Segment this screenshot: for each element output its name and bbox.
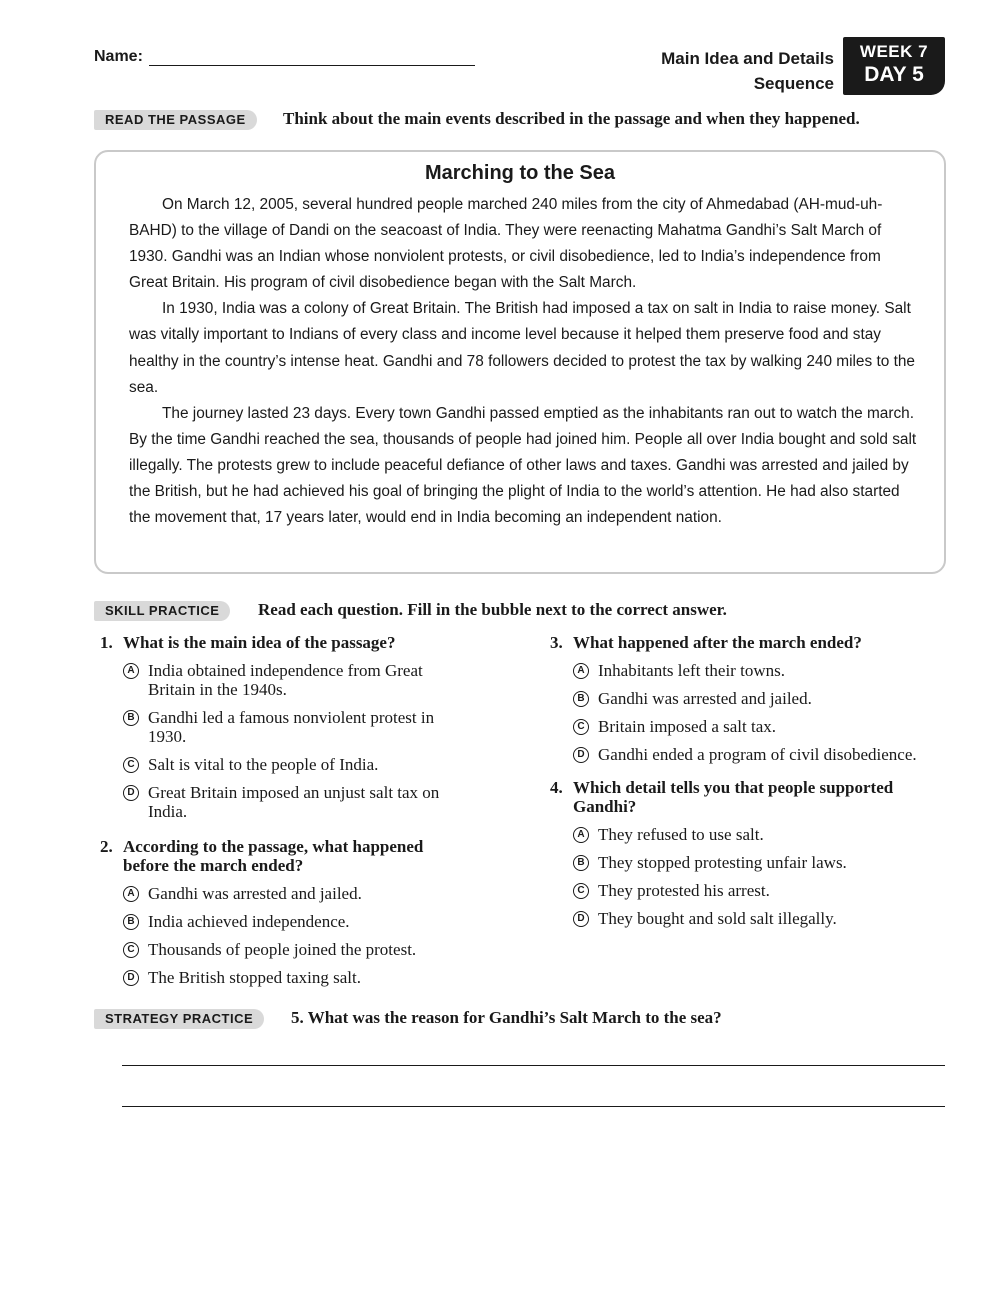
option-text: Gandhi ended a program of civil disobedience.	[598, 745, 917, 764]
answer-option[interactable]	[573, 661, 960, 680]
answer-bubble-b[interactable]: B	[573, 855, 589, 871]
name-input-line[interactable]	[149, 50, 475, 66]
answer-line-2[interactable]	[122, 1106, 945, 1107]
passage-box	[94, 150, 946, 574]
answer-bubble-a[interactable]: A	[123, 663, 139, 679]
option-text: They refused to use salt.	[598, 825, 764, 844]
week-label: WEEK 7	[859, 42, 929, 61]
option-text: They bought and sold salt illegally.	[598, 909, 837, 928]
answer-bubble-a[interactable]: A	[573, 663, 589, 679]
answer-bubble-d[interactable]: D	[573, 747, 589, 763]
answer-bubble-c[interactable]: C	[573, 883, 589, 899]
strategy-practice-tag: STRATEGY PRACTICE	[94, 1009, 264, 1029]
answer-option[interactable]	[573, 909, 930, 928]
passage-paragraph-3: The journey lasted 23 days. Every town Gandhi passed emptied as the inhabitants ran out to watch the march. By the time Gandhi reached the sea, thousands of people had joined him. People all over India bought and sold salt illegally. The protests grew to include peaceful defiance of other laws and taxes. Gandhi was arrested and jailed by the British, but he had achieved his goal of bringing the plight of India to the world’s attention. He had also started the movement that, 17 years later, would end in India becoming an independent nation.	[129, 404, 917, 527]
option-text: They protested his arrest.	[598, 881, 770, 900]
answer-option[interactable]	[123, 661, 460, 699]
day-label: DAY 5	[864, 63, 924, 86]
question-2	[100, 837, 460, 987]
skill-practice-instruction: Read each question. Fill in the bubble next to the correct answer.	[258, 600, 727, 619]
answer-bubble-d[interactable]: D	[573, 911, 589, 927]
answer-option[interactable]	[573, 745, 960, 764]
option-text: Great Britain imposed an unjust salt tax on India.	[148, 783, 440, 821]
read-passage-tag: READ THE PASSAGE	[94, 110, 257, 130]
answer-bubble-b[interactable]: B	[123, 914, 139, 930]
option-text: India obtained independence from Great Britain in the 1940s.	[148, 661, 423, 699]
answer-line-1[interactable]	[122, 1065, 945, 1066]
answer-bubble-d[interactable]: D	[123, 970, 139, 986]
passage-text	[129, 192, 919, 531]
strategy-question: 5. What was the reason for Gandhi’s Salt March to the sea?	[291, 1008, 722, 1027]
answer-option[interactable]	[123, 708, 460, 746]
answer-option[interactable]	[573, 853, 930, 872]
name-label: Name:	[94, 48, 143, 65]
answer-bubble-a[interactable]: A	[123, 886, 139, 902]
option-text: Thousands of people joined the protest.	[148, 940, 417, 959]
answer-bubble-c[interactable]: C	[123, 757, 139, 773]
option-text: India achieved independence.	[148, 912, 350, 931]
question-stem: Which detail tells you that people supported Gandhi?	[573, 778, 894, 816]
week-day-badge	[843, 37, 945, 95]
answer-option[interactable]	[573, 881, 930, 900]
passage-paragraph-1: On March 12, 2005, several hundred people marched 240 miles from the city of Ahmedabad (AH-mud-uh-BAHD) to the village of Dandi on the seacoast of India. They were reenacting Mahatma Gandhi’s Salt March of 1930. Gandhi was an Indian whose nonviolent protests, or civil disobedience, led to India’s independence from Great Britain. His program of civil disobedience began with the Salt March.	[129, 196, 883, 292]
passage-title: Marching to the Sea	[424, 162, 616, 184]
question-1	[100, 633, 460, 821]
name-field	[94, 48, 475, 66]
answer-option[interactable]	[573, 717, 960, 736]
option-text: Gandhi led a famous nonviolent protest in 1930.	[148, 708, 435, 746]
option-text: The British stopped taxing salt.	[148, 968, 361, 987]
skill-title-main-idea: Main Idea and Details	[661, 49, 834, 68]
option-text: Britain imposed a salt tax.	[598, 717, 776, 736]
skill-practice-tag: SKILL PRACTICE	[94, 601, 230, 621]
answer-bubble-b[interactable]: B	[123, 710, 139, 726]
answer-option[interactable]	[573, 825, 930, 844]
answer-bubble-d[interactable]: D	[123, 785, 139, 801]
option-text: Gandhi was arrested and jailed.	[598, 689, 812, 708]
answer-option[interactable]	[123, 940, 460, 959]
option-text: Gandhi was arrested and jailed.	[148, 884, 362, 903]
question-stem: What is the main idea of the passage?	[123, 633, 396, 652]
read-passage-instruction: Think about the main events described in the passage and when they happened.	[283, 109, 860, 128]
answer-option[interactable]	[123, 968, 460, 987]
answer-option[interactable]	[123, 755, 460, 774]
answer-option[interactable]	[123, 884, 460, 903]
answer-bubble-b[interactable]: B	[573, 691, 589, 707]
answer-bubble-a[interactable]: A	[573, 827, 589, 843]
option-text: Inhabitants left their towns.	[598, 661, 785, 680]
question-number: 2.	[100, 837, 113, 856]
answer-option[interactable]	[123, 912, 460, 931]
option-text: They stopped protesting unfair laws.	[598, 853, 847, 872]
question-number: 4.	[550, 778, 563, 797]
question-number: 3.	[550, 633, 563, 652]
question-4	[550, 778, 930, 928]
question-stem: What happened after the march ended?	[573, 633, 862, 652]
skill-titles	[661, 46, 834, 96]
answer-option[interactable]	[123, 783, 460, 821]
answer-bubble-c[interactable]: C	[573, 719, 589, 735]
skill-title-sequence: Sequence	[753, 74, 834, 93]
passage-paragraph-2: In 1930, India was a colony of Great Britain. The British had imposed a tax on salt in India to raise money. Salt was vitally important to Indians of every class and income level because it helped them preserve food and stay healthy in the country’s intense heat. Gandhi and 78 followers decided to protest the tax by walking 240 miles to the sea.	[129, 300, 915, 396]
answer-bubble-c[interactable]: C	[123, 942, 139, 958]
question-stem: According to the passage, what happened before the march ended?	[123, 837, 424, 875]
question-number: 1.	[100, 633, 113, 652]
question-3	[550, 633, 960, 764]
option-text: Salt is vital to the people of India.	[148, 755, 379, 774]
answer-option[interactable]	[573, 689, 960, 708]
